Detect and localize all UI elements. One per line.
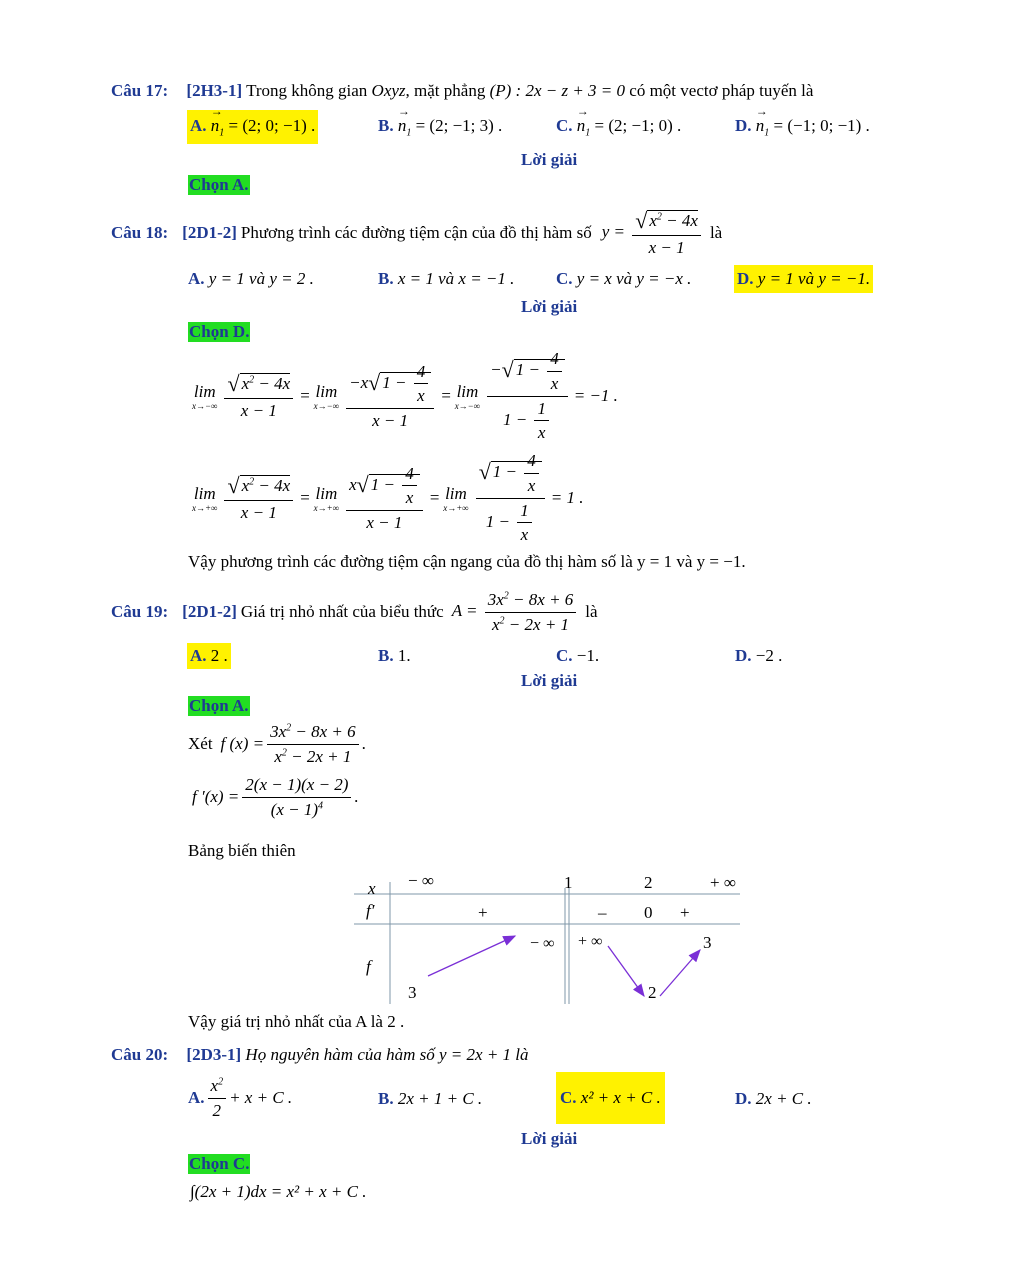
q19-option-b-letter: B. bbox=[378, 646, 394, 665]
table-fp-plus-2: + bbox=[680, 903, 690, 922]
table-f-plus-inf: + ∞ bbox=[578, 933, 603, 950]
table-fp-zero: 0 bbox=[644, 903, 653, 922]
q17-number: Câu 17: bbox=[111, 81, 169, 100]
q18-la: là bbox=[709, 222, 723, 242]
q17-option-b[interactable] bbox=[378, 116, 502, 138]
q18-option-c-letter: C. bbox=[556, 269, 573, 288]
q17-text-c: có một vectơ pháp tuyến là bbox=[629, 81, 814, 100]
q17-oxyz: Oxyz bbox=[371, 81, 406, 100]
q20-option-b-letter: B. bbox=[378, 1089, 394, 1108]
q17-option-b-letter: B. bbox=[378, 116, 394, 135]
q19-option-d[interactable] bbox=[735, 646, 782, 666]
q18-choose: Chọn D. bbox=[189, 322, 250, 341]
q19-header bbox=[111, 590, 598, 634]
q19-option-d-letter: D. bbox=[735, 646, 752, 665]
q17-option-d-value: = (−1; 0; −1) . bbox=[773, 116, 870, 135]
q19-option-b-value: 1. bbox=[397, 646, 411, 665]
table-x-plus-inf: + ∞ bbox=[710, 873, 736, 892]
q17-vector-n-a: → $n_1$ bbox=[211, 116, 225, 138]
q18-option-d[interactable] bbox=[734, 265, 873, 293]
q18-solution-heading: Lời giải bbox=[521, 297, 578, 316]
q17-text-b: , mặt phẳng bbox=[405, 81, 486, 100]
table-row-fprime: f′ bbox=[366, 901, 375, 920]
table-arrow-up-2 bbox=[660, 950, 700, 996]
variation-table bbox=[350, 868, 750, 1008]
q17-header bbox=[111, 81, 813, 101]
q17-plane: (P) : 2x − z + 3 = 0 bbox=[489, 81, 626, 100]
q19-text: Giá trị nhỏ nhất của biểu thức bbox=[240, 602, 444, 622]
q20-option-d[interactable] bbox=[735, 1089, 812, 1109]
q19-expression: A = $\frac{3x^2 - 8x + 6}{x^2 - 2x + 1}$ bbox=[452, 590, 580, 634]
q19-option-c-letter: C. bbox=[556, 646, 573, 665]
q20-tag: [2D3-1] bbox=[186, 1045, 242, 1064]
q18-option-a-letter: A. bbox=[188, 269, 205, 288]
q18-text: Phương trình các đường tiệm cận của đồ thị hàm số bbox=[240, 222, 592, 242]
q17-vector-n-c: → $n_1$ bbox=[577, 116, 591, 138]
q18-conclusion: Vậy phương trình các đường tiệm cận ngang của đồ thị hàm số là y = 1 và y = −1. bbox=[188, 552, 746, 571]
table-x-2: 2 bbox=[644, 873, 653, 892]
q20-option-b[interactable] bbox=[378, 1089, 482, 1109]
table-x-minus-inf: − ∞ bbox=[408, 871, 434, 890]
table-fp-plus-1: + bbox=[478, 903, 488, 922]
q17-option-a-letter: A. bbox=[190, 116, 207, 135]
q20-number: Câu 20: bbox=[111, 1045, 169, 1064]
table-row-f: f bbox=[366, 957, 371, 976]
table-f-minus-inf: − ∞ bbox=[530, 935, 555, 952]
table-fp-minus: – bbox=[598, 903, 607, 922]
q20-option-d-value: 2x + C . bbox=[755, 1089, 812, 1108]
q17-tag: [2H3-1] bbox=[186, 81, 243, 100]
q17-option-c-letter: C. bbox=[556, 116, 573, 135]
q19-solution-heading: Lời giải bbox=[521, 671, 578, 690]
q19-conclusion: Vậy giá trị nhỏ nhất của A là 2 . bbox=[188, 1012, 405, 1031]
q17-choose: Chọn A. bbox=[189, 175, 249, 194]
table-f-2: 2 bbox=[648, 983, 657, 1002]
q18-limit-plus-infinity: lim x→+∞ $\frac{√ x^2 - 4x}{x - 1}$ = lim x→+∞ x√ 1 − $\frac{4}{x}$ x − 1 = lim x→+∞ √ 1 − $\frac{4}{x}$ 1 − $\frac{1}{x}$ = 1 . bbox=[192, 451, 584, 545]
q18-tag: [2D1-2] bbox=[182, 222, 237, 242]
table-f-3-right: 3 bbox=[703, 933, 712, 952]
q19-option-c-value: −1. bbox=[576, 646, 600, 665]
q20-option-c-value: x² + x + C . bbox=[580, 1088, 661, 1107]
q17-option-a-value: = (2; 0; −1) . bbox=[228, 116, 316, 135]
q19-define-f: Xét f (x) = $\frac{3x^2 - 8x + 6}{x^2 - 2x + 1}$ . bbox=[188, 722, 366, 766]
q17-option-d-letter: D. bbox=[735, 116, 752, 135]
q20-option-c[interactable] bbox=[556, 1072, 665, 1124]
q19-xet: Xét bbox=[188, 734, 213, 754]
q20-header bbox=[111, 1045, 529, 1065]
q18-option-c-value: y = x và y = −x . bbox=[576, 269, 692, 288]
q18-option-b[interactable] bbox=[378, 269, 514, 289]
q18-option-b-letter: B. bbox=[378, 269, 394, 288]
q20-option-c-letter: C. bbox=[560, 1088, 577, 1107]
q19-number: Câu 19: bbox=[111, 602, 169, 622]
table-f-3-left: 3 bbox=[408, 983, 417, 1002]
q20-option-a-letter: A. bbox=[188, 1088, 205, 1108]
q20-solution-heading: Lời giải bbox=[521, 1129, 578, 1148]
q18-option-d-value: y = 1 và y = −1. bbox=[757, 269, 871, 288]
table-x-1: 1 bbox=[564, 873, 573, 892]
q19-table-title: Bảng biến thiên bbox=[188, 841, 296, 860]
q20-option-d-letter: D. bbox=[735, 1089, 752, 1108]
q20-option-b-value: 2x + 1 + C . bbox=[397, 1089, 483, 1108]
q18-function: y = $\frac{√ x^2 - 4x}{x - 1}$ bbox=[602, 208, 704, 258]
q18-option-b-value: x = 1 và x = −1 . bbox=[397, 269, 515, 288]
q19-option-d-value: −2 . bbox=[755, 646, 783, 665]
q18-option-a-value: y = 1 và y = 2 . bbox=[208, 269, 314, 288]
q20-text: Họ nguyên hàm của hàm số y = 2x + 1 là bbox=[245, 1045, 529, 1064]
q17-option-b-value: = (2; −1; 3) . bbox=[415, 116, 503, 135]
q19-option-a-letter: A. bbox=[190, 646, 207, 665]
q19-option-a-value: 2 . bbox=[210, 646, 228, 665]
q17-option-c[interactable] bbox=[556, 116, 681, 138]
q19-choose: Chọn A. bbox=[189, 696, 249, 715]
q19-tag: [2D1-2] bbox=[182, 602, 237, 622]
q17-option-d[interactable] bbox=[735, 116, 870, 138]
q18-option-a[interactable] bbox=[188, 269, 314, 289]
q17-option-c-value: = (2; −1; 0) . bbox=[594, 116, 682, 135]
table-arrow-down bbox=[608, 946, 644, 996]
q19-derivative: f ′(x) = $\frac{2(x - 1)(x - 2)}{(x - 1)^4}$ . bbox=[192, 775, 359, 819]
q19-option-c[interactable] bbox=[556, 646, 599, 666]
q18-header bbox=[111, 208, 722, 258]
q19-option-b[interactable] bbox=[378, 646, 411, 666]
q17-text-a: Trong không gian bbox=[246, 81, 368, 100]
q17-option-a[interactable] bbox=[187, 110, 318, 144]
q18-number: Câu 18: bbox=[111, 222, 169, 242]
q17-vector-n-b: → $n_1$ bbox=[398, 116, 412, 138]
q18-limit-minus-infinity: lim x→−∞ $\frac{√ x^2 - 4x}{x - 1}$ = lim x→−∞ −x√ 1 − $\frac{4}{x}$ x − 1 = lim x→−∞ −√ 1 − $\frac{4}{x}$ 1 − $\frac{1}{x}$ = −1 . bbox=[192, 349, 618, 443]
table-arrow-up-1 bbox=[428, 936, 515, 976]
table-row-x: x bbox=[368, 879, 376, 898]
q17-solution-heading: Lời giải bbox=[521, 150, 578, 169]
q18-option-d-letter: D. bbox=[737, 269, 754, 288]
q20-integral: ∫(2x + 1)dx = x² + x + C . bbox=[190, 1182, 367, 1201]
q20-option-a-value: + x + C . bbox=[229, 1088, 293, 1108]
q19-la: là bbox=[585, 602, 598, 622]
q20-option-a[interactable]: A. $\frac{x^2}{2}$ + x + C . bbox=[188, 1076, 293, 1120]
q17-vector-n-d: → $n_1$ bbox=[756, 116, 770, 138]
q18-option-c[interactable] bbox=[556, 269, 691, 289]
q19-option-a[interactable] bbox=[187, 643, 231, 669]
q20-choose: Chọn C. bbox=[189, 1154, 250, 1173]
